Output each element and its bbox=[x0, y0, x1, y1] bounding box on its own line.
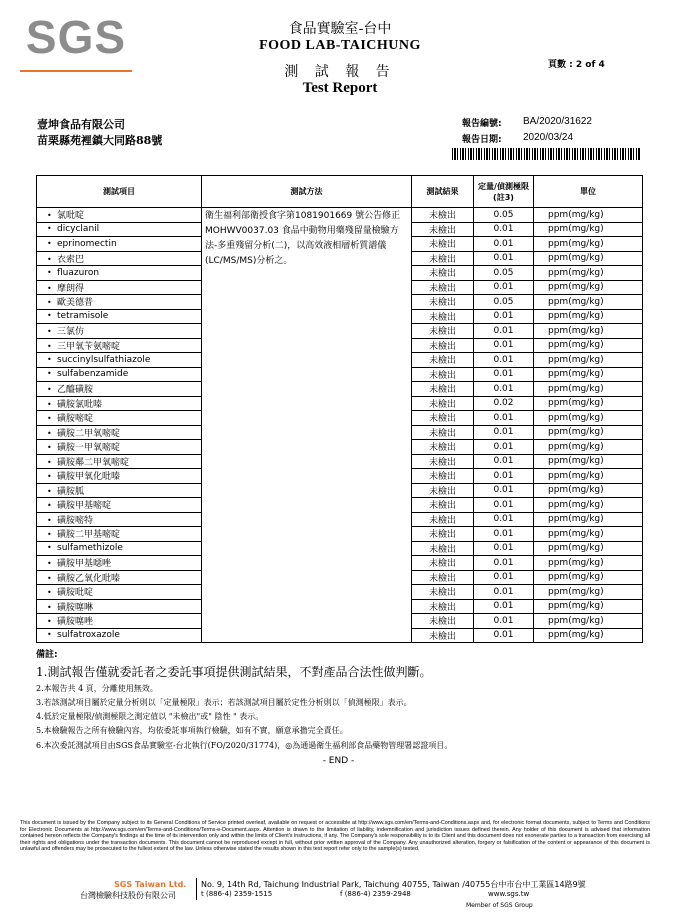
cell-test-item bbox=[37, 237, 202, 252]
barcode bbox=[452, 148, 641, 160]
cell-test-item bbox=[37, 483, 202, 498]
cell-limit: 0.01 bbox=[474, 425, 534, 440]
cell-limit: 0.02 bbox=[474, 396, 534, 411]
cell-test-item bbox=[37, 266, 202, 281]
cell-unit: ppm(mg/kg) bbox=[534, 411, 643, 426]
cell-test-item bbox=[37, 251, 202, 266]
bullet-icon: • bbox=[47, 283, 52, 293]
bullet-icon: • bbox=[47, 515, 52, 525]
cell-test-item bbox=[37, 556, 202, 571]
test-item-name: tetramisole bbox=[57, 311, 109, 322]
bullet-icon: • bbox=[47, 543, 52, 553]
cell-test-item bbox=[37, 498, 202, 513]
cell-limit: 0.01 bbox=[474, 440, 534, 455]
cell-test-result: 未檢出 bbox=[412, 498, 474, 513]
bullet-icon: • bbox=[47, 354, 52, 364]
cell-limit: 0.01 bbox=[474, 541, 534, 556]
bullet-icon: • bbox=[47, 238, 52, 248]
cell-limit: 0.01 bbox=[474, 309, 534, 324]
bullet-icon: • bbox=[47, 443, 52, 453]
cell-test-result: 未檢出 bbox=[412, 353, 474, 368]
cell-unit: ppm(mg/kg) bbox=[534, 367, 643, 382]
footer-member: Member of SGS Group bbox=[466, 902, 533, 909]
cell-test-result: 未檢出 bbox=[412, 440, 474, 455]
test-item-name: 磺胺甲基嘧啶 bbox=[57, 501, 112, 512]
cell-test-item bbox=[37, 338, 202, 353]
bullet-icon: • bbox=[47, 311, 52, 321]
cell-limit: 0.01 bbox=[474, 527, 534, 542]
cell-test-item bbox=[37, 527, 202, 542]
cell-unit: ppm(mg/kg) bbox=[534, 541, 643, 556]
cell-test-item bbox=[37, 585, 202, 600]
legal-disclaimer: This document is issued by the Company subject to its General Conditions of Service printed overleaf, available on request or accessible at http://www.sgs.com/en/Terms-and-Conditions.aspx and, for electronic format documents, subject to Terms and Conditions for Electronic Documents at http://www.sgs.com/en/Terms-and-Conditions/Terms-e-Document.aspx. Attention is drawn to the limitation of liability, indemnification and jurisdiction issues defined therein. Any holder of this document is advised that information contained hereon reflects the Company's findings at the time of its intervention only and within the limits of Client's instructions, if any. The Company's sole responsibility is to its Client and this document does not exonerate parties to a transaction from exercising all their rights and obligations under the transaction documents. This document cannot be reproduced except in full, without prior written approval of the Company. Any unauthorized alteration, forgery or falsification of the content or appearance of this document is unlawful and offenders may be prosecuted to the fullest extent of the law. Unless otherwise stated the results shown in this test report refer only to the sample(s) tested. bbox=[20, 820, 650, 853]
cell-limit: 0.01 bbox=[474, 353, 534, 368]
bullet-icon: • bbox=[47, 573, 52, 583]
cell-test-item bbox=[37, 512, 202, 527]
cell-test-item bbox=[37, 570, 202, 585]
cell-test-item bbox=[37, 440, 202, 455]
cell-test-result: 未檢出 bbox=[412, 338, 474, 353]
cell-test-result: 未檢出 bbox=[412, 382, 474, 397]
test-item-name: 磺胺嘧啶 bbox=[57, 414, 94, 425]
test-item-name: 磺胺二甲氧嘧啶 bbox=[57, 428, 121, 439]
cell-test-result: 未檢出 bbox=[412, 570, 474, 585]
header-test-result: 測試結果 bbox=[412, 176, 474, 208]
test-item-name: dicyclanil bbox=[57, 224, 100, 235]
cell-test-item bbox=[37, 222, 202, 237]
cell-unit: ppm(mg/kg) bbox=[534, 628, 643, 643]
cell-test-item bbox=[37, 353, 202, 368]
header-test-method: 測試方法 bbox=[202, 176, 412, 208]
cell-unit: ppm(mg/kg) bbox=[534, 425, 643, 440]
test-item-name: 磺胺鄰二甲氧嘧啶 bbox=[57, 457, 130, 468]
cell-unit: ppm(mg/kg) bbox=[534, 237, 643, 252]
test-item-name: 磺胺噻唑 bbox=[57, 617, 94, 628]
bullet-icon: • bbox=[47, 341, 52, 351]
cell-unit: ppm(mg/kg) bbox=[534, 208, 643, 223]
cell-test-item bbox=[37, 411, 202, 426]
end-marker: - END - bbox=[322, 756, 355, 766]
cell-test-result: 未檢出 bbox=[412, 324, 474, 339]
bullet-icon: • bbox=[47, 369, 52, 379]
test-item-name: 磺胺胍 bbox=[57, 486, 85, 497]
cell-unit: ppm(mg/kg) bbox=[534, 469, 643, 484]
bullet-icon: • bbox=[47, 457, 52, 467]
cell-limit: 0.01 bbox=[474, 599, 534, 614]
cell-unit: ppm(mg/kg) bbox=[534, 280, 643, 295]
cell-limit: 0.01 bbox=[474, 382, 534, 397]
report-number: BA/2020/31622 bbox=[523, 116, 592, 127]
cell-test-result: 未檢出 bbox=[412, 295, 474, 310]
bullet-icon: • bbox=[47, 602, 52, 612]
results-table bbox=[36, 175, 643, 643]
test-item-name: 磺胺甲氧化吡嗪 bbox=[57, 472, 121, 483]
cell-test-item bbox=[37, 295, 202, 310]
header-unit: 單位 bbox=[534, 176, 643, 208]
test-item-name: 磺胺一甲氧嘧啶 bbox=[57, 443, 121, 454]
cell-test-result: 未檢出 bbox=[412, 614, 474, 629]
cell-test-result: 未檢出 bbox=[412, 512, 474, 527]
cell-test-result: 未檢出 bbox=[412, 454, 474, 469]
cell-test-result: 未檢出 bbox=[412, 556, 474, 571]
note-4: 4.低於定量極限/偵測極限之測定值以 "未檢出"或" 陰性 " 表示。 bbox=[36, 712, 264, 721]
cell-test-result: 未檢出 bbox=[412, 396, 474, 411]
report-title-en: Test Report bbox=[302, 80, 378, 96]
bullet-icon: • bbox=[47, 486, 52, 496]
cell-limit: 0.01 bbox=[474, 237, 534, 252]
cell-limit: 0.01 bbox=[474, 570, 534, 585]
footer-divider bbox=[196, 878, 197, 900]
cell-test-result: 未檢出 bbox=[412, 208, 474, 223]
footer-fax: f (886-4) 2359-2948 bbox=[340, 890, 411, 898]
cell-unit: ppm(mg/kg) bbox=[534, 396, 643, 411]
test-item-name: 氯吡啶 bbox=[57, 211, 85, 222]
cell-test-result: 未檢出 bbox=[412, 222, 474, 237]
cell-limit: 0.01 bbox=[474, 628, 534, 643]
cell-unit: ppm(mg/kg) bbox=[534, 251, 643, 266]
footer-address: No. 9, 14th Rd, Taichung Industrial Park, Taichung 40755, Taiwan /40755台中市台中工業區14路9號 bbox=[201, 880, 586, 889]
cell-test-item bbox=[37, 541, 202, 556]
test-item-name: 磺胺二甲基嘧啶 bbox=[57, 530, 121, 541]
cell-unit: ppm(mg/kg) bbox=[534, 309, 643, 324]
cell-limit: 0.01 bbox=[474, 614, 534, 629]
cell-test-result: 未檢出 bbox=[412, 483, 474, 498]
notes-title: 備註: bbox=[36, 650, 58, 660]
cell-unit: ppm(mg/kg) bbox=[534, 266, 643, 281]
test-item-name: 歐美德普 bbox=[57, 298, 94, 309]
note-2: 2.本報告共 4 頁，分離使用無效。 bbox=[36, 684, 158, 693]
cell-test-result: 未檢出 bbox=[412, 585, 474, 600]
cell-limit: 0.01 bbox=[474, 556, 534, 571]
cell-unit: ppm(mg/kg) bbox=[534, 353, 643, 368]
bullet-icon: • bbox=[47, 224, 52, 234]
footer-company-cn: 台灣檢驗科技股份有限公司 bbox=[80, 891, 176, 900]
report-date-label: 報告日期: bbox=[462, 135, 502, 145]
test-item-name: sulfatroxazole bbox=[57, 630, 120, 641]
test-item-name: fluazuron bbox=[57, 267, 100, 278]
cell-limit: 0.01 bbox=[474, 483, 534, 498]
test-item-name: 磺胺氯吡嗪 bbox=[57, 399, 103, 410]
cell-limit: 0.05 bbox=[474, 295, 534, 310]
cell-unit: ppm(mg/kg) bbox=[534, 599, 643, 614]
cell-unit: ppm(mg/kg) bbox=[534, 512, 643, 527]
cell-test-result: 未檢出 bbox=[412, 425, 474, 440]
cell-test-result: 未檢出 bbox=[412, 469, 474, 484]
cell-limit: 0.01 bbox=[474, 454, 534, 469]
cell-test-result: 未檢出 bbox=[412, 527, 474, 542]
cell-limit: 0.01 bbox=[474, 222, 534, 237]
cell-unit: ppm(mg/kg) bbox=[534, 382, 643, 397]
sgs-logo bbox=[20, 10, 132, 68]
cell-unit: ppm(mg/kg) bbox=[534, 498, 643, 513]
report-date: 2020/03/24 bbox=[523, 132, 574, 143]
test-item-name: succinylsulfathiazole bbox=[57, 354, 151, 365]
cell-unit: ppm(mg/kg) bbox=[534, 585, 643, 600]
cell-limit: 0.05 bbox=[474, 208, 534, 223]
test-item-name: sulfabenzamide bbox=[57, 369, 129, 380]
cell-limit: 0.01 bbox=[474, 512, 534, 527]
cell-test-result: 未檢出 bbox=[412, 628, 474, 643]
cell-limit: 0.01 bbox=[474, 280, 534, 295]
note-1: 1.測試報告僅就委託者之委託事項提供測試結果，不對產品合法性做判斷。 bbox=[36, 665, 432, 679]
cell-test-result: 未檢出 bbox=[412, 367, 474, 382]
bullet-icon: • bbox=[47, 254, 52, 264]
cell-unit: ppm(mg/kg) bbox=[534, 556, 643, 571]
cell-unit: ppm(mg/kg) bbox=[534, 324, 643, 339]
bullet-icon: • bbox=[47, 428, 52, 438]
bullet-icon: • bbox=[47, 501, 52, 511]
cell-unit: ppm(mg/kg) bbox=[534, 222, 643, 237]
test-item-name: 磺胺噻啉 bbox=[57, 602, 94, 613]
cell-unit: ppm(mg/kg) bbox=[534, 454, 643, 469]
sgs-logo-text: SGS bbox=[25, 11, 127, 63]
cell-test-item bbox=[37, 425, 202, 440]
footer-company-en: SGS Taiwan Ltd. bbox=[114, 880, 187, 889]
cell-test-item bbox=[37, 367, 202, 382]
cell-test-result: 未檢出 bbox=[412, 309, 474, 324]
cell-unit: ppm(mg/kg) bbox=[534, 614, 643, 629]
test-item-name: 三氯仿 bbox=[57, 327, 85, 338]
report-title-cn: 測 試 報 告 bbox=[284, 64, 396, 80]
cell-test-result: 未檢出 bbox=[412, 237, 474, 252]
logo-accent-line bbox=[20, 70, 132, 72]
cell-unit: ppm(mg/kg) bbox=[534, 527, 643, 542]
bullet-icon: • bbox=[47, 327, 52, 337]
bullet-icon: • bbox=[47, 385, 52, 395]
cell-limit: 0.01 bbox=[474, 251, 534, 266]
table-row bbox=[37, 208, 643, 223]
cell-limit: 0.01 bbox=[474, 498, 534, 513]
client-name: 壹坤食品有限公司 bbox=[37, 118, 125, 131]
cell-test-result: 未檢出 bbox=[412, 411, 474, 426]
test-item-name: 磺胺嘧特 bbox=[57, 515, 94, 526]
cell-limit: 0.01 bbox=[474, 324, 534, 339]
footer-website[interactable]: www.sgs.tw bbox=[488, 890, 530, 898]
test-item-name: 磺胺甲基噁唑 bbox=[57, 559, 112, 570]
cell-limit: 0.01 bbox=[474, 367, 534, 382]
note-6: 6.本次委託測試項目由SGS食品實驗室-台北執行(FO/2020/31774)，◎為通過衛生福利部食品藥物管理署認證項目。 bbox=[36, 741, 453, 750]
cell-test-result: 未檢出 bbox=[412, 541, 474, 556]
cell-test-item bbox=[37, 324, 202, 339]
bullet-icon: • bbox=[47, 211, 52, 221]
cell-limit: 0.01 bbox=[474, 411, 534, 426]
test-item-name: 乙醯磺胺 bbox=[57, 385, 94, 396]
test-item-name: 摩朗得 bbox=[57, 283, 85, 294]
cell-test-item bbox=[37, 382, 202, 397]
bullet-icon: • bbox=[47, 414, 52, 424]
bullet-icon: • bbox=[47, 298, 52, 308]
footer-phone: t (886-4) 2359-1515 bbox=[201, 890, 273, 898]
cell-unit: ppm(mg/kg) bbox=[534, 483, 643, 498]
cell-test-result: 未檢出 bbox=[412, 266, 474, 281]
cell-limit: 0.01 bbox=[474, 469, 534, 484]
bullet-icon: • bbox=[47, 267, 52, 277]
cell-limit: 0.05 bbox=[474, 266, 534, 281]
test-item-name: sulfamethizole bbox=[57, 543, 123, 554]
cell-limit: 0.01 bbox=[474, 338, 534, 353]
test-item-name: 衣索巴 bbox=[57, 254, 85, 265]
note-3: 3.若該測試項目屬於定量分析則以「定量極限」表示；若該測試項目屬於定性分析則以「偵測極限」表示。 bbox=[36, 698, 412, 707]
cell-test-item bbox=[37, 599, 202, 614]
table-header-row bbox=[37, 176, 643, 208]
cell-test-item bbox=[37, 614, 202, 629]
cell-unit: ppm(mg/kg) bbox=[534, 295, 643, 310]
page-number: 頁數 : 2 of 4 bbox=[548, 60, 605, 70]
cell-test-item bbox=[37, 396, 202, 411]
cell-test-item bbox=[37, 469, 202, 484]
bullet-icon: • bbox=[47, 588, 52, 598]
bullet-icon: • bbox=[47, 399, 52, 409]
lab-name-en: FOOD LAB-TAICHUNG bbox=[259, 38, 421, 53]
cell-test-item bbox=[37, 309, 202, 324]
header-test-item: 測試項目 bbox=[37, 176, 202, 208]
cell-limit: 0.01 bbox=[474, 585, 534, 600]
cell-test-item bbox=[37, 208, 202, 223]
cell-unit: ppm(mg/kg) bbox=[534, 338, 643, 353]
bullet-icon: • bbox=[47, 630, 52, 640]
bullet-icon: • bbox=[47, 617, 52, 627]
cell-test-method: 衛生福利部衛授食字第1081901669 號公告修正MOHWV0037.03 食品中動物用藥殘留量檢驗方法-多重殘留分析(二)，以高效液相層析質譜儀(LC/MS/MS)分析之。 bbox=[202, 208, 412, 643]
test-item-name: 磺胺吡啶 bbox=[57, 588, 94, 599]
bullet-icon: • bbox=[47, 530, 52, 540]
cell-unit: ppm(mg/kg) bbox=[534, 570, 643, 585]
bullet-icon: • bbox=[47, 559, 52, 569]
cell-test-result: 未檢出 bbox=[412, 280, 474, 295]
lab-name-cn: 食品實驗室-台中 bbox=[288, 21, 392, 37]
header-limit: 定量/偵測極限(註3) bbox=[474, 176, 534, 208]
test-item-name: 磺胺乙氧化吡嗪 bbox=[57, 573, 121, 584]
cell-test-result: 未檢出 bbox=[412, 599, 474, 614]
cell-test-result: 未檢出 bbox=[412, 251, 474, 266]
cell-unit: ppm(mg/kg) bbox=[534, 440, 643, 455]
cell-test-item bbox=[37, 628, 202, 643]
client-address: 苗栗縣苑裡鎮大同路88號 bbox=[37, 134, 163, 147]
bullet-icon: • bbox=[47, 472, 52, 482]
test-item-name: eprinomectin bbox=[57, 238, 117, 249]
report-number-label: 報告編號: bbox=[462, 119, 502, 129]
test-item-name: 三甲氧苄氨嘧啶 bbox=[57, 341, 121, 352]
cell-test-item bbox=[37, 280, 202, 295]
cell-test-item bbox=[37, 454, 202, 469]
note-5: 5.本檢驗報告之所有檢驗內容，均依委託事項執行檢驗，如有不實，願意承擔完全責任。 bbox=[36, 726, 348, 735]
